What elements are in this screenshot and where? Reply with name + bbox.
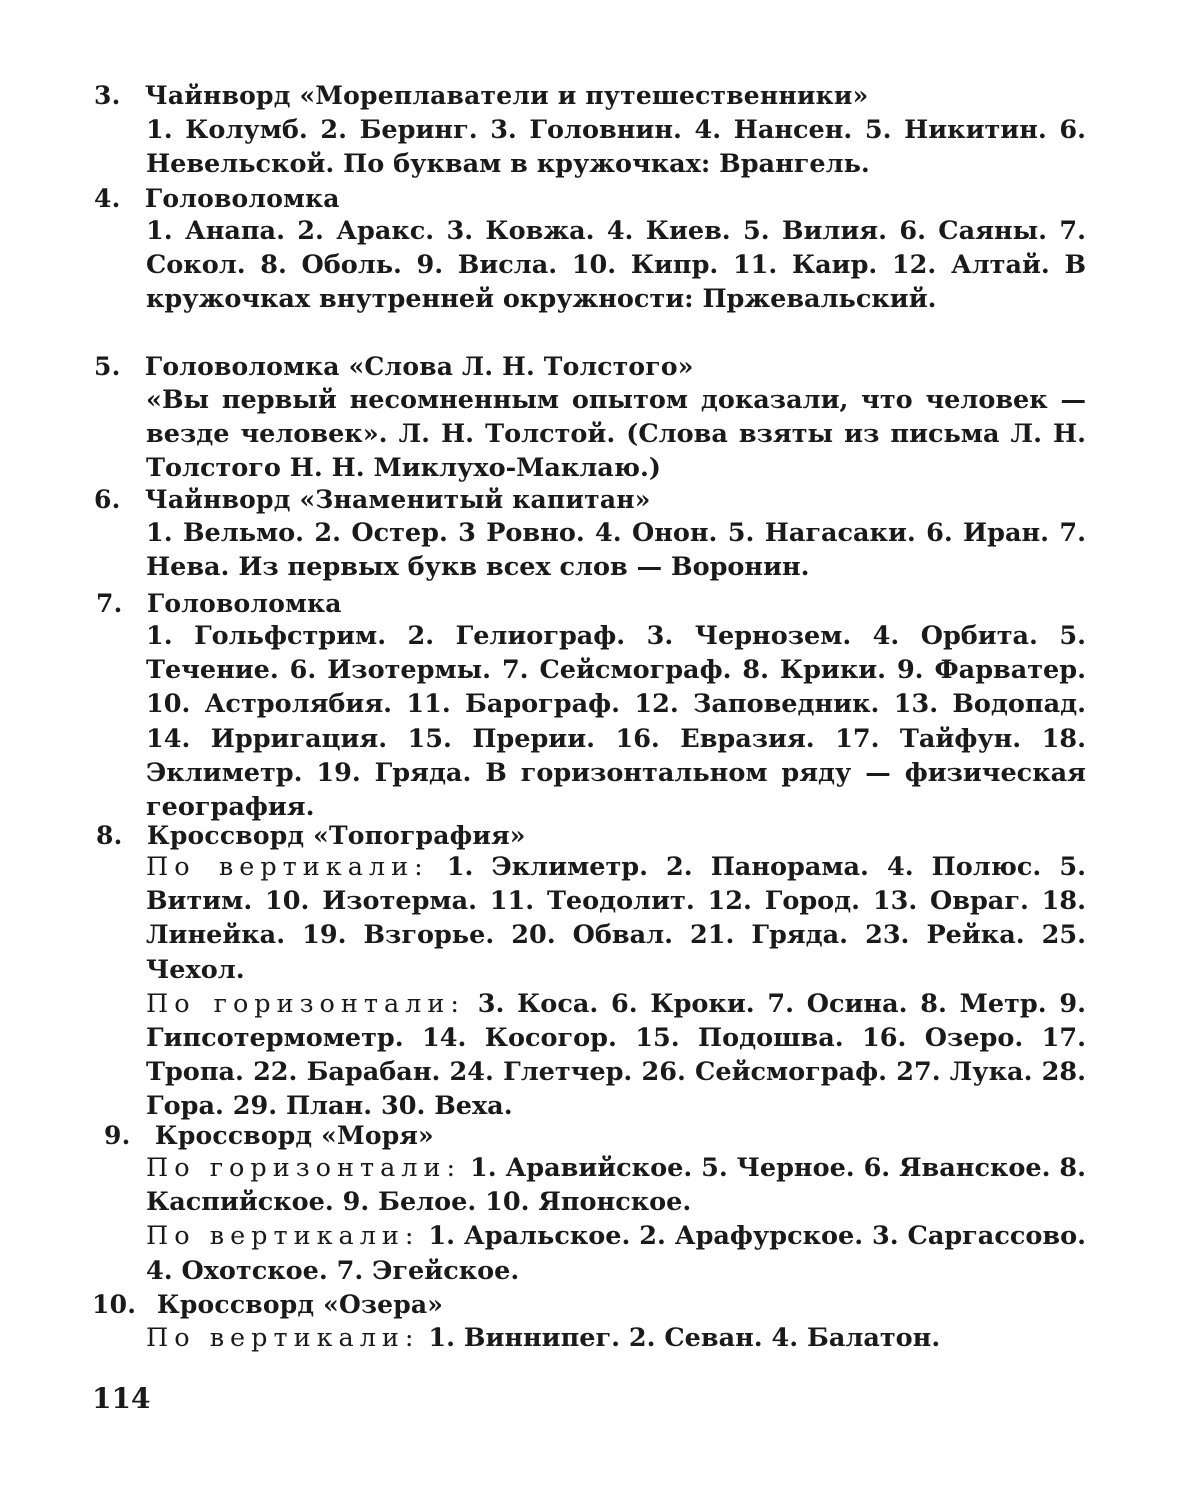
section-heading bbox=[92, 1289, 443, 1321]
section-heading bbox=[94, 351, 694, 383]
vertical-label: По вертикали: bbox=[146, 1323, 420, 1353]
vertical-label: По вертикали: bbox=[146, 852, 429, 882]
horizontal-answers bbox=[146, 1151, 1086, 1219]
section-answers bbox=[146, 214, 1086, 317]
answers-text: «Вы первый несомненным опытом доказали, что человек — везде человек». Л. Н. Толстой. (Слова взяты из письма Л. Н. Толстого Н. Н. Миклухо-Маклаю.) bbox=[146, 385, 1086, 484]
vertical-answers bbox=[146, 1219, 1086, 1287]
section-title: Чайнворд «Знаменитый капитан» bbox=[144, 485, 651, 514]
section-heading bbox=[94, 80, 868, 112]
section-answers bbox=[146, 619, 1086, 824]
horizontal-label: По горизонтали: bbox=[146, 988, 465, 1019]
section-title: Головоломка bbox=[144, 184, 340, 213]
section-title: Чайнворд «Мореплаватели и путешественники» bbox=[144, 81, 869, 110]
section-title: Кроссворд «Топография» bbox=[146, 821, 526, 850]
section-heading bbox=[96, 588, 342, 620]
section-answers bbox=[146, 1321, 1086, 1355]
section-number: 7. bbox=[96, 589, 123, 618]
section-answers bbox=[146, 383, 1086, 486]
section-number: 6. bbox=[94, 485, 121, 514]
section-heading bbox=[104, 1120, 434, 1152]
answers-text: 1. Вельмо. 2. Остер. 3 Ровно. 4. Онон. 5. Нагасаки. 6. Иран. 7. Нева. Из первых букв всех слов — Воронин. bbox=[146, 518, 1086, 583]
section-title: Головоломка bbox=[146, 589, 342, 618]
vertical-answers bbox=[146, 850, 1086, 987]
section-number: 10. bbox=[92, 1290, 137, 1319]
page-number: 114 bbox=[92, 1382, 151, 1415]
section-answers bbox=[146, 516, 1086, 584]
section-number: 3. bbox=[94, 81, 121, 110]
vertical-text: 1. Эклиметр. 2. Панорама. 4. Полюс. 5. Витим. 10. Изотерма. 11. Теодолит. 12. Город. 13. Овраг. 18. Линейка. 19. Взгорье. 20. Обвал. 21. Гряда. 23. Рейка. 25. Чехол. bbox=[146, 852, 1086, 985]
section-number: 4. bbox=[94, 184, 121, 213]
section-number: 8. bbox=[96, 821, 123, 850]
answers-text: 1. Анапа. 2. Аракс. 3. Ковжа. 4. Киев. 5. Вилия. 6. Саяны. 7. Сокол. 8. Оболь. 9. Висла. 10. Кипр. 11. Каир. 12. Алтай. В кружочках внутренней окружности: Пржевальский. bbox=[146, 216, 1086, 315]
section-answers bbox=[146, 113, 1086, 181]
horizontal-label: По горизонтали: bbox=[146, 1153, 462, 1183]
horizontal-answers bbox=[146, 987, 1086, 1124]
vertical-answers bbox=[146, 1321, 1086, 1355]
section-heading bbox=[96, 820, 526, 852]
answers-text: 1. Колумб. 2. Беринг. 3. Головнин. 4. Нансен. 5. Никитин. 6. Невельской. По буквам в кружочках: Врангель. bbox=[146, 115, 1086, 180]
section-number: 9. bbox=[104, 1121, 131, 1150]
horizontal-text: 3. Коса. 6. Кроки. 7. Осина. 8. Метр. 9. Гипсотермометр. 14. Косогор. 15. Подошва. 16. Озеро. 17. Тропа. 22. Барабан. 24. Глетчер. 26. Сейсмограф. 27. Лука. 28. Гора. 29. План. 30. Веха. bbox=[146, 988, 1086, 1122]
section-title: Головоломка «Слова Л. Н. Толстого» bbox=[144, 352, 694, 381]
vertical-text: 1. Аральское. 2. Арафурское. 3. Саргассово. 4. Охотское. 7. Эгейское. bbox=[146, 1221, 1086, 1286]
answers-text: 1. Гольфстрим. 2. Гелиограф. 3. Чернозем. 4. Орбита. 5. Течение. 6. Изотермы. 7. Сейсмограф. 8. Крики. 9. Фарватер. 10. Астролябия. 11. Барограф. 12. Заповедник. 13. Водопад. 14. Ирригация. 15. Прерии. 16. Евразия. 17. Тайфун. 18. Эклиметр. 19. Гряда. В горизонтальном ряду — физическая география. bbox=[146, 621, 1086, 823]
section-answers bbox=[146, 850, 1086, 1124]
section-title: Кроссворд «Озера» bbox=[156, 1290, 444, 1319]
vertical-label: По вертикали: bbox=[146, 1221, 420, 1252]
section-answers bbox=[146, 1151, 1086, 1288]
section-title: Кроссворд «Моря» bbox=[154, 1121, 434, 1150]
section-heading bbox=[94, 183, 340, 215]
section-number: 5. bbox=[94, 352, 121, 381]
horizontal-text: 1. Аравийское. 5. Черное. 6. Яванское. 8. Каспийское. 9. Белое. 10. Японское. bbox=[146, 1153, 1087, 1218]
vertical-text: 1. Виннипег. 2. Севан. 4. Балатон. bbox=[428, 1323, 941, 1353]
section-heading bbox=[94, 484, 651, 516]
